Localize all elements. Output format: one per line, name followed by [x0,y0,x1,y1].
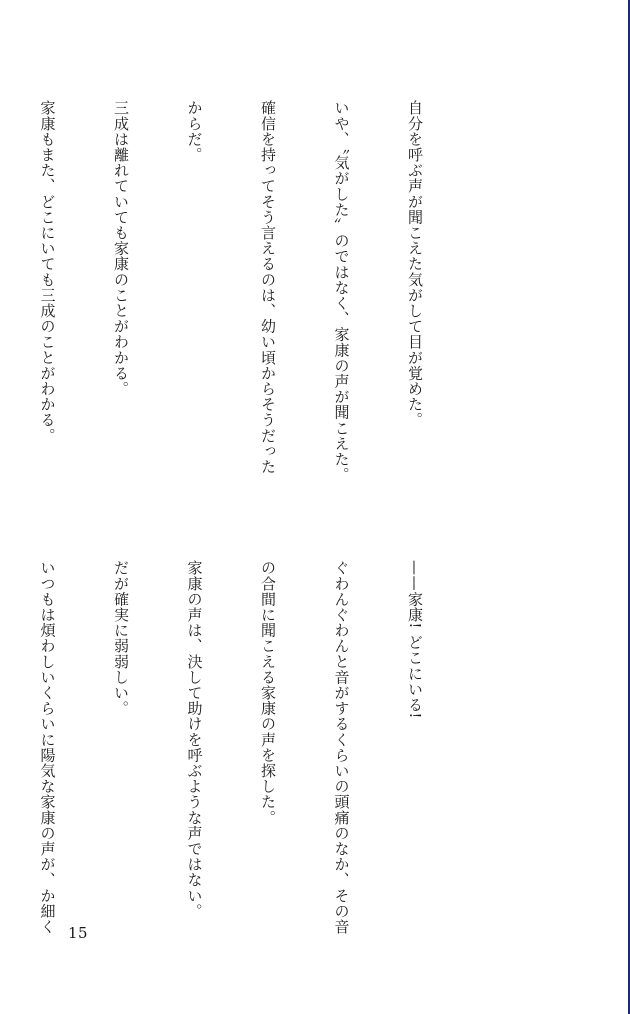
lower-text-block [38,560,476,940]
text-line: 自分を呼ぶ声が聞こえた気がして目が覚めた。 [406,100,424,428]
text-line: いつもは煩わしいくらいに陽気な家康の声が、か細く [38,560,57,935]
text-line: ぐわんぐわんと音がするくらいの頭痛のなか、その音 [332,560,351,935]
text-line: だが確実に弱弱しい。 [112,560,130,716]
text-line: いや、〝気がした〟のではなく、家康の声が聞こえた。 [332,100,351,483]
text-line: 三成は離れていても家康のことがわかる。 [112,100,130,397]
text-line: 家康の声は、決して助けを呼ぶような声ではない。 [185,560,204,919]
page-number: 15 [68,924,89,942]
text-line: 家康もまた、どこにいても三成のことがわかる。 [38,100,57,444]
upper-text-block [38,100,476,500]
text-line: からだ。 [185,100,204,163]
text-line: の合間に聞こえる家康の声を探した。 [259,560,277,826]
text-line: 確信を持ってそう言えるのは、幼い頃からそうだった [259,100,277,475]
text-line: ——家康! どこにいる! [406,560,424,720]
